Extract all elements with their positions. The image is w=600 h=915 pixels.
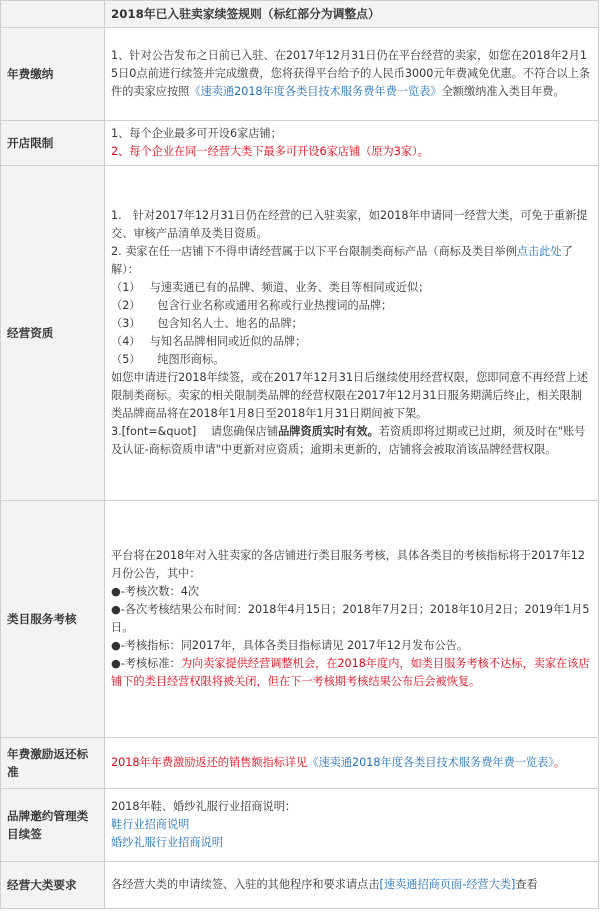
fee-refund-content — [105, 738, 599, 789]
row-label-annual-fee: 年费缴纳 — [1, 28, 105, 121]
qualification-content — [105, 166, 599, 501]
row-label-brand-invite: 品牌邀约管理类目续签 — [1, 789, 105, 862]
row-label-shop-limit: 开店限制 — [1, 121, 105, 166]
restricted-item-5: （5） 纯图形商标。 — [111, 353, 225, 366]
fee-refund-text: 2018年年费激励返还的销售额指标详见 — [111, 756, 308, 769]
restricted-item-4: （4） 与知名品牌相同或近似的品牌； — [111, 335, 307, 348]
fee-refund-end: 。 — [553, 756, 566, 769]
row-fee-refund — [1, 738, 599, 789]
assessment-bullet-1: ●-考核次数：4次 — [111, 585, 200, 598]
annual-fee-content — [105, 28, 599, 121]
trademark-example-link[interactable]: 点击此处 — [516, 245, 562, 258]
qualification-para-1: 1. 针对2017年12月31日仍在经营的已入驻卖家，如2018年申请同一经营大类，可免于重新提交、审核产品清单及类目资质。 — [111, 209, 588, 240]
restricted-item-3: （3） 包含知名人士、地名的品牌； — [111, 317, 303, 330]
recruit-page-link[interactable]: [速卖通招商页面-经营大类] — [379, 878, 516, 891]
table-title: 2018年已入驻卖家续签规则（标红部分为调整点） — [105, 1, 599, 28]
assessment-content — [105, 501, 599, 738]
annual-fee-text-2: 全额缴纳准入类目年费。 — [441, 85, 565, 98]
assessment-bullet-4 — [111, 655, 592, 691]
assessment-bullet-2: ●-各次考核结果公布时间：2018年4月15日；2018年7月2日；2018年10月2日；2019年1月5日。 — [111, 603, 590, 634]
qualification-para-3: 如您申请进行2018年续签，或在2017年12月31日后继续使用经营权限，您即同意不再经营上述限制类商标。卖家的相关限制类品牌的经营权限在2017年12月31日服务期满后终止，相关限制类品牌商品将在2018年1月8日至2018年1月31日期间被下架。 — [111, 371, 588, 420]
row-shop-limit — [1, 121, 599, 166]
major-category-end: 查看 — [515, 878, 538, 891]
brand-invite-intro: 2018年鞋、婚纱礼服行业招商说明： — [111, 800, 297, 813]
qualification-para-4-rest: 若资质即将过期或已过期，须及时在"账号及认证-商标资质申请"中更新对应资质；逾期未更新的，店铺将会被取消该品牌经营权限。 — [111, 425, 586, 456]
qualification-para-4-prefix: 3.[font=&quot] 请您确保店铺 — [111, 425, 279, 438]
qualification-para-4-bold: 品牌资质实时有效。 — [278, 425, 379, 438]
annual-fee-table-link[interactable]: 《速卖通2018年度各类目技术服务费年费一览表》 — [189, 85, 442, 98]
row-label-qualification: 经营资质 — [1, 166, 105, 501]
row-label-fee-refund: 年费激励返还标准 — [1, 738, 105, 789]
row-annual-fee — [1, 28, 599, 121]
restricted-item-2: （2） 包含行业名称或通用名称或行业热搜词的品牌； — [111, 299, 393, 312]
shop-limit-line-2: 2、每个企业在同一经营大类下最多可开设6家店铺（原为3家）。 — [111, 145, 429, 158]
qualification-para-2-text: 2. 卖家在任一店铺下不得申请经营属于以下平台限制类商标产品（商标及类目举例 — [111, 245, 517, 258]
row-qualification — [1, 166, 599, 501]
qualification-para-4 — [111, 423, 592, 459]
header-blank-cell — [1, 1, 105, 28]
annual-fee-text-1: 1、针对公告发布之日前已入驻、在2017年12月31日仍在平台经营的卖家，如您在2018年2月15日0点前进行续签并完成缴费，您将获得平台给予的人民币3000元年费减免优惠。不符合以上条件的卖家应按照 — [111, 49, 591, 98]
row-label-major-category: 经营大类要求 — [1, 862, 105, 909]
qualification-para-2 — [111, 243, 592, 279]
wedding-dress-recruit-link[interactable]: 婚纱礼服行业招商说明 — [111, 836, 223, 849]
assessment-bullet-3: ●-考核指标：同2017年，具体各类目指标请见 2017年12月发布公告。 — [111, 639, 469, 652]
fee-refund-table-link[interactable]: 《速卖通2018年度各类目技术服务费年费一览表》 — [307, 756, 554, 769]
restricted-item-1: （1） 与速卖通已有的品牌、频道、业务、类目等相同或近似； — [111, 281, 430, 294]
shop-limit-content — [105, 121, 599, 166]
row-label-assessment: 类目服务考核 — [1, 501, 105, 738]
major-category-content — [105, 862, 599, 909]
row-assessment — [1, 501, 599, 738]
row-brand-invite — [1, 789, 599, 862]
qualification-para-2-end: 了解）： — [111, 245, 573, 276]
shop-limit-line-1: 1、每个企业最多可开设6家店铺； — [111, 127, 282, 140]
brand-invite-content — [105, 789, 599, 862]
shoes-recruit-link[interactable]: 鞋行业招商说明 — [111, 818, 190, 831]
assessment-intro: 平台将在2018年对入驻卖家的各店铺进行类目服务考核，具体各类目的考核指标将于2017年12月份公告，其中： — [111, 549, 585, 580]
row-major-category — [1, 862, 599, 909]
assessment-bullet-4-prefix: ●-考核标准： — [111, 657, 181, 670]
major-category-text: 各经营大类的申请续签、入驻的其他程序和要求请点击 — [111, 878, 380, 891]
assessment-bullet-4-red: 为向卖家提供经营调整机会，在2018年度内，如类目服务考核不达标，卖家在该店铺下的类目经营权限将被关闭，但在下一考核期考核结果公布后会被恢复。 — [111, 657, 590, 688]
